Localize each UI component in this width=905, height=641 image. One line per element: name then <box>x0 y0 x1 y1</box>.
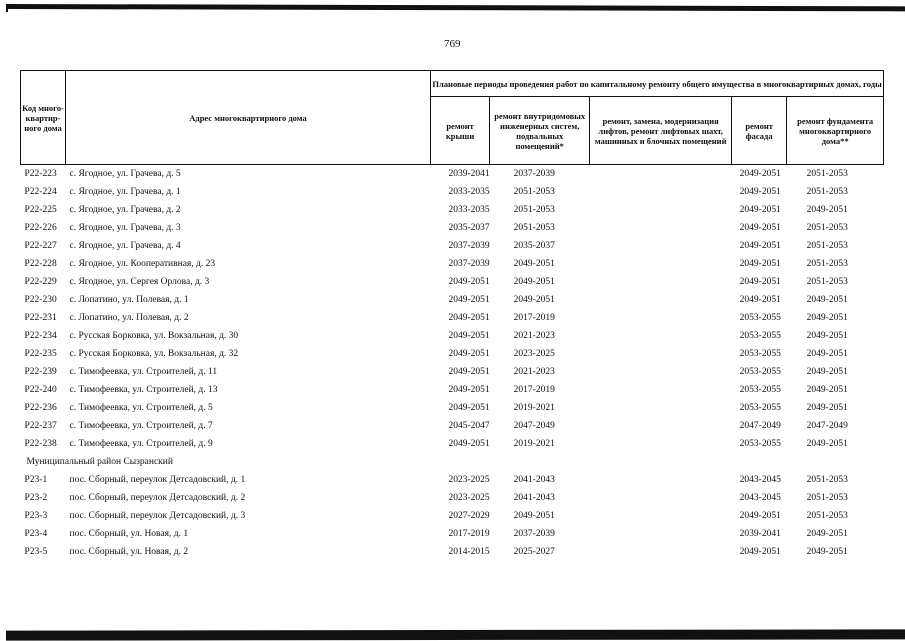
row-address: с. Русская Борковка, ул. Вокзальная, д. 30 <box>69 331 239 341</box>
row-foundation: 2049-2051 <box>806 547 848 557</box>
row-address: с. Тимофеевка, ул. Строителей, д. 5 <box>69 403 213 413</box>
row-address: с. Тимофеевка, ул. Строителей, д. 9 <box>69 439 213 449</box>
row-systems: 2037-2039 <box>513 169 555 179</box>
row-elevators <box>590 273 732 291</box>
row-code: P23-5 <box>24 547 48 557</box>
row-address: с. Ягодное, ул. Грачева, д. 4 <box>69 241 181 251</box>
row-code: P22-240 <box>24 385 57 395</box>
row-foundation: 2051-2053 <box>806 169 848 179</box>
row-address: с. Тимофеевка, ул. Строителей, д. 11 <box>69 367 218 377</box>
row-systems: 2019-2021 <box>513 439 555 449</box>
row-systems: 2035-2037 <box>513 241 555 251</box>
row-roof: 2049-2051 <box>448 349 490 359</box>
table-row <box>21 471 884 489</box>
row-facade: 2053-2055 <box>739 313 781 323</box>
row-foundation: 2051-2053 <box>806 493 848 503</box>
left-border-tick <box>6 4 8 12</box>
row-code: P22-228 <box>24 259 57 269</box>
row-foundation: 2049-2051 <box>806 385 848 395</box>
row-systems: 2017-2019 <box>513 313 555 323</box>
table-body <box>21 165 884 562</box>
row-facade: 2053-2055 <box>739 439 781 449</box>
row-address: с. Тимофеевка, ул. Строителей, д. 7 <box>69 421 213 431</box>
row-facade: 2049-2051 <box>739 259 781 269</box>
row-foundation: 2047-2049 <box>806 421 848 431</box>
row-elevators <box>590 507 732 525</box>
repair-schedule-table <box>20 70 884 561</box>
row-foundation: 2049-2051 <box>806 367 848 377</box>
row-address: с. Ягодное, ул. Кооперативная, д. 23 <box>69 259 216 269</box>
row-facade: 2049-2051 <box>739 205 781 215</box>
row-roof: 2033-2035 <box>448 187 490 197</box>
header-systems: ремонт внутридомовых инженерных систем, подвальных помещений* <box>490 97 590 165</box>
table-row <box>21 381 884 399</box>
row-elevators <box>590 489 732 507</box>
row-roof: 2049-2051 <box>448 277 490 287</box>
row-elevators <box>590 183 732 201</box>
table-row <box>21 363 884 381</box>
table-header <box>21 71 884 165</box>
row-systems: 2049-2051 <box>513 259 555 269</box>
row-systems: 2017-2019 <box>513 385 555 395</box>
row-code: P22-234 <box>24 331 57 341</box>
header-roof: ремонт крыши <box>431 97 490 165</box>
row-code: P23-4 <box>24 529 48 539</box>
row-roof: 2037-2039 <box>448 259 490 269</box>
row-address: с. Ягодное, ул. Грачева, д. 5 <box>69 169 181 179</box>
row-facade: 2053-2055 <box>739 367 781 377</box>
row-elevators <box>590 255 732 273</box>
row-facade: 2049-2051 <box>739 241 781 251</box>
row-address: пос. Сборный, ул. Новая, д. 2 <box>69 547 189 557</box>
section-row <box>21 453 884 471</box>
table-row <box>21 489 884 507</box>
row-elevators <box>590 471 732 489</box>
row-systems: 2051-2053 <box>513 187 555 197</box>
header-facade: ремонт фасада <box>732 97 787 165</box>
row-code: P22-239 <box>24 367 57 377</box>
row-foundation: 2051-2053 <box>806 475 848 485</box>
row-roof: 2037-2039 <box>448 241 490 251</box>
row-elevators <box>590 201 732 219</box>
row-code: P22-229 <box>24 277 57 287</box>
row-elevators <box>590 363 732 381</box>
row-elevators <box>590 543 732 561</box>
row-systems: 2047-2049 <box>513 421 555 431</box>
row-systems: 2037-2039 <box>513 529 555 539</box>
row-roof: 2039-2041 <box>448 169 490 179</box>
row-systems: 2051-2053 <box>513 205 555 215</box>
row-address: пос. Сборный, переулок Детсадовский, д. 2 <box>69 493 246 503</box>
row-facade: 2053-2055 <box>739 385 781 395</box>
table-row <box>21 165 884 184</box>
table-row <box>21 309 884 327</box>
table-row <box>21 327 884 345</box>
row-roof: 2023-2025 <box>448 493 490 503</box>
row-roof: 2014-2015 <box>448 547 490 557</box>
row-roof: 2049-2051 <box>448 403 490 413</box>
table-row <box>21 201 884 219</box>
row-foundation: 2051-2053 <box>806 259 848 269</box>
row-foundation: 2051-2053 <box>806 187 848 197</box>
row-code: P22-236 <box>24 403 57 413</box>
row-elevators <box>590 327 732 345</box>
row-code: P22-230 <box>24 295 57 305</box>
table-row <box>21 345 884 363</box>
row-address: с. Лопатино, ул. Полевая, д. 2 <box>69 313 189 323</box>
row-facade: 2053-2055 <box>739 403 781 413</box>
header-elevators: ремонт, замена, модернизация лифтов, ремонт лифтовых шахт, машинных и блочных помещений <box>590 97 732 165</box>
row-code: P22-237 <box>24 421 57 431</box>
row-roof: 2049-2051 <box>448 313 490 323</box>
row-roof: 2049-2051 <box>448 439 490 449</box>
row-facade: 2049-2051 <box>739 187 781 197</box>
row-roof: 2027-2029 <box>448 511 490 521</box>
row-foundation: 2051-2053 <box>806 511 848 521</box>
row-elevators <box>590 417 732 435</box>
row-foundation: 2051-2053 <box>806 241 848 251</box>
table-row <box>21 237 884 255</box>
row-systems: 2049-2051 <box>513 511 555 521</box>
row-systems: 2021-2023 <box>513 367 555 377</box>
row-systems: 2025-2027 <box>513 547 555 557</box>
row-code: P22-223 <box>24 169 57 179</box>
table-row <box>21 273 884 291</box>
row-foundation: 2051-2053 <box>806 277 848 287</box>
row-address: с. Русская Борковка, ул. Вокзальная, д. 32 <box>69 349 239 359</box>
row-facade: 2043-2045 <box>739 475 781 485</box>
row-elevators <box>590 381 732 399</box>
table-row <box>21 291 884 309</box>
table-row <box>21 435 884 453</box>
row-elevators <box>590 309 732 327</box>
row-code: P22-224 <box>24 187 57 197</box>
table-row <box>21 183 884 201</box>
row-code: P22-231 <box>24 313 57 323</box>
row-code: P23-3 <box>24 511 48 521</box>
row-elevators <box>590 435 732 453</box>
row-systems: 2049-2051 <box>513 277 555 287</box>
row-code: P22-225 <box>24 205 57 215</box>
section-title: Муниципальный район Сызранский <box>26 457 173 467</box>
row-facade: 2053-2055 <box>739 331 781 341</box>
row-elevators <box>590 525 732 543</box>
row-code: P22-235 <box>24 349 57 359</box>
row-facade: 2049-2051 <box>739 547 781 557</box>
row-roof: 2049-2051 <box>448 331 490 341</box>
row-code: P23-2 <box>24 493 48 503</box>
row-facade: 2039-2041 <box>739 529 781 539</box>
header-code: Код много-квартир-ного дома <box>21 71 66 165</box>
row-foundation: 2049-2051 <box>806 295 848 305</box>
row-elevators <box>590 237 732 255</box>
row-address: пос. Сборный, переулок Детсадовский, д. 1 <box>69 475 246 485</box>
bottom-border-bar <box>6 629 905 640</box>
row-foundation: 2049-2051 <box>806 313 848 323</box>
row-code: P22-227 <box>24 241 57 251</box>
row-code: P22-226 <box>24 223 57 233</box>
table-row <box>21 255 884 273</box>
row-elevators <box>590 399 732 417</box>
row-facade: 2053-2055 <box>739 349 781 359</box>
table-row <box>21 417 884 435</box>
row-roof: 2017-2019 <box>448 529 490 539</box>
row-systems: 2023-2025 <box>513 349 555 359</box>
row-elevators <box>590 345 732 363</box>
row-systems: 2049-2051 <box>513 295 555 305</box>
table-row <box>21 219 884 237</box>
row-address: пос. Сборный, переулок Детсадовский, д. 3 <box>69 511 246 521</box>
row-roof: 2045-2047 <box>448 421 490 431</box>
row-roof: 2049-2051 <box>448 385 490 395</box>
row-address: с. Ягодное, ул. Грачева, д. 2 <box>69 205 181 215</box>
row-foundation: 2049-2051 <box>806 331 848 341</box>
row-systems: 2021-2023 <box>513 331 555 341</box>
table-row <box>21 399 884 417</box>
row-facade: 2049-2051 <box>739 295 781 305</box>
row-address: с. Ягодное, ул. Сергея Орлова, д. 3 <box>69 277 210 287</box>
row-roof: 2049-2051 <box>448 295 490 305</box>
row-elevators <box>590 165 732 184</box>
row-facade: 2049-2051 <box>739 277 781 287</box>
row-facade: 2047-2049 <box>739 421 781 431</box>
row-address: с. Ягодное, ул. Грачева, д. 3 <box>69 223 181 233</box>
table-row <box>21 507 884 525</box>
row-foundation: 2049-2051 <box>806 403 848 413</box>
row-roof: 2049-2051 <box>448 367 490 377</box>
row-address: с. Лопатино, ул. Полевая, д. 1 <box>69 295 189 305</box>
row-facade: 2049-2051 <box>739 223 781 233</box>
row-address: пос. Сборный, ул. Новая, д. 1 <box>69 529 189 539</box>
table-row <box>21 525 884 543</box>
row-foundation: 2049-2051 <box>806 529 848 539</box>
row-elevators <box>590 219 732 237</box>
row-systems: 2041-2043 <box>513 475 555 485</box>
table-row <box>21 543 884 561</box>
row-foundation: 2049-2051 <box>806 439 848 449</box>
row-facade: 2049-2051 <box>739 511 781 521</box>
header-periods: Плановые периоды проведения работ по капитальному ремонту общего имущества в многоквартирных домах, годы <box>431 71 884 97</box>
row-foundation: 2051-2053 <box>806 223 848 233</box>
row-address: с. Тимофеевка, ул. Строителей, д. 13 <box>69 385 218 395</box>
row-roof: 2033-2035 <box>448 205 490 215</box>
row-foundation: 2049-2051 <box>806 205 848 215</box>
row-systems: 2041-2043 <box>513 493 555 503</box>
row-elevators <box>590 291 732 309</box>
row-address: с. Ягодное, ул. Грачева, д. 1 <box>69 187 181 197</box>
row-systems: 2051-2053 <box>513 223 555 233</box>
header-foundation: ремонт фундамента многоквартирного дома** <box>787 97 884 165</box>
row-roof: 2023-2025 <box>448 475 490 485</box>
row-code: P23-1 <box>24 475 48 485</box>
header-address: Адрес многоквартирного дома <box>66 71 431 165</box>
row-foundation: 2049-2051 <box>806 349 848 359</box>
page-number: 769 <box>444 38 461 50</box>
row-roof: 2035-2037 <box>448 223 490 233</box>
row-code: P22-238 <box>24 439 57 449</box>
top-border-bar <box>8 4 905 11</box>
row-facade: 2043-2045 <box>739 493 781 503</box>
row-facade: 2049-2051 <box>739 169 781 179</box>
row-systems: 2019-2021 <box>513 403 555 413</box>
